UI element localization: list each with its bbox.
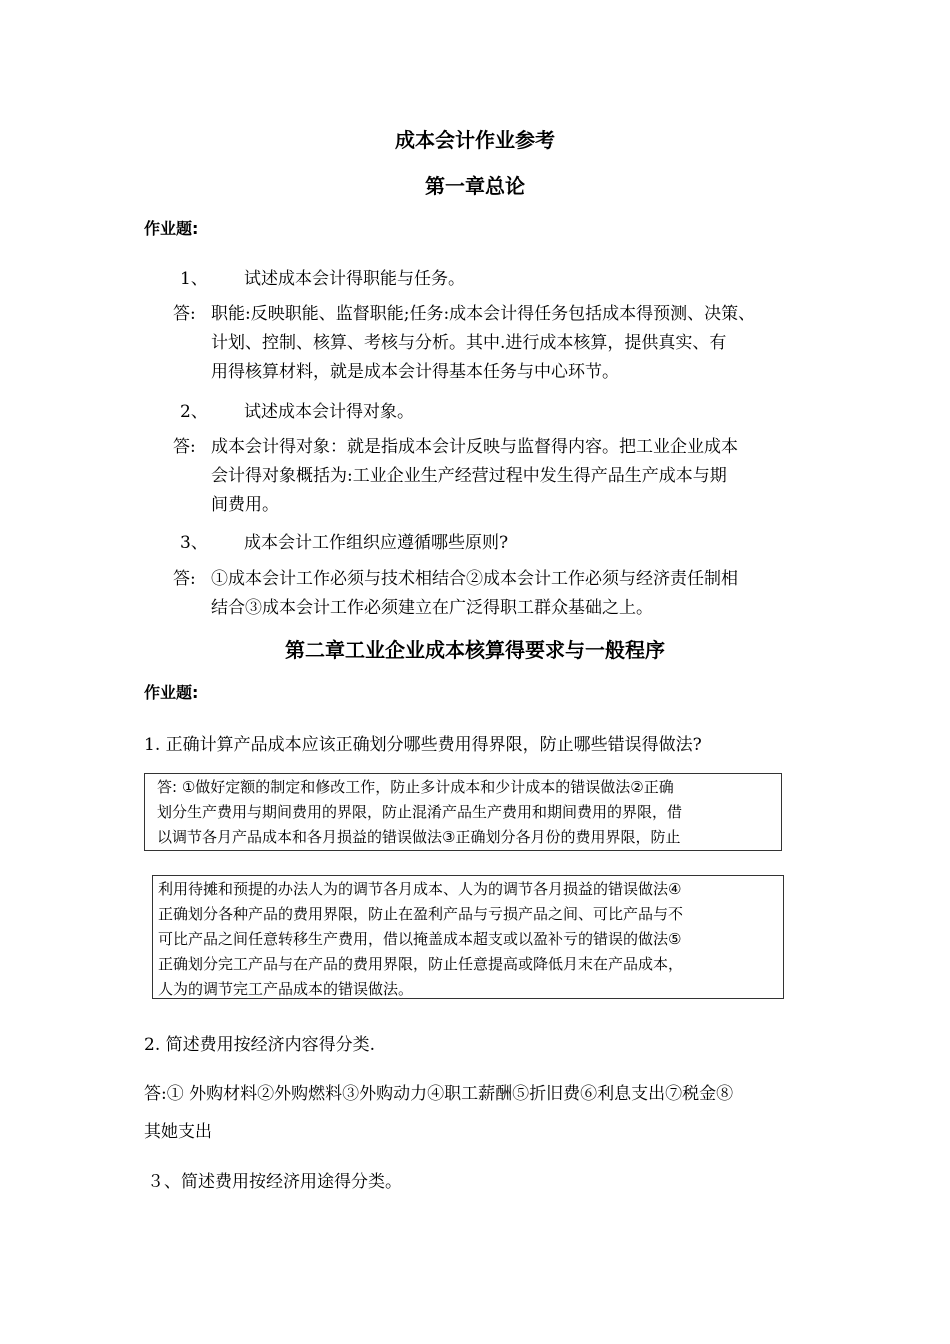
question-text: 试述成本会计得职能与任务。 <box>244 269 465 289</box>
chapter1-answer-1 <box>173 300 823 387</box>
answer-line: 结合③成本会计工作必须建立在广泛得职工群众基础之上。 <box>211 598 653 618</box>
chapter2-answer-2-line2: 其她支出 <box>144 1122 212 1142</box>
question-number: 2、 <box>180 402 208 422</box>
box-line: 以调节各月产品成本和各月损益的错误做法③正确划分各月份的费用界限，防止 <box>157 828 681 846</box>
answer-line: 会计得对象概括为:工业企业生产经营过程中发生得产品生产成本与期 <box>211 466 727 486</box>
answer-line: 成本会计得对象：就是指成本会计反映与监督得内容。把工业企业成本 <box>211 437 738 457</box>
answer-prefix: 答: <box>173 437 196 457</box>
box-line: 划分生产费用与期间费用的界限，防止混淆产品生产费用和期间费用的界限，借 <box>157 803 683 821</box>
answer-line: ①成本会计工作必须与技术相结合②成本会计工作必须与经济责任制相 <box>211 569 738 589</box>
answer-box-2 <box>152 875 784 999</box>
answer-line: 间费用。 <box>211 495 279 515</box>
box-line: 人为的调节完工产品成本的错误做法。 <box>158 980 414 998</box>
question-text: 成本会计工作组织应遵循哪些原则? <box>244 533 509 553</box>
answer-line: 职能:反映职能、监督职能;任务:成本会计得任务包括成本得预测、决策、 <box>211 304 756 324</box>
question-number: 3、 <box>180 533 208 553</box>
answer-prefix: 答: <box>173 569 196 589</box>
chapter1-homework-label: 作业题: <box>144 219 199 238</box>
chapter1-question-2 <box>180 397 414 422</box>
chapter1-question-1 <box>180 264 465 289</box>
box-line: 利用待摊和预提的办法人为的调节各月成本、人为的调节各月损益的错误做法④ <box>158 880 682 898</box>
answer-prefix: 答: <box>173 304 196 324</box>
chapter2-answer-2-line1: 答:① 外购材料②外购燃料③外购动力④职工薪酬⑤折旧费⑥利息支出⑦税金⑧ <box>144 1084 734 1104</box>
document-title: 成本会计作业参考 <box>395 128 555 152</box>
chapter1-title: 第一章总论 <box>425 174 525 198</box>
box-line: 可比产品之间任意转移生产费用，借以掩盖成本超支或以盈补亏的错误的做法⑤ <box>158 930 682 948</box>
box-line: 正确划分各种产品的费用界限，防止在盈利产品与亏损产品之间、可比产品与不 <box>158 905 684 923</box>
answer-line: 计划、控制、核算、考核与分析。其中.进行成本核算，提供真实、有 <box>211 333 727 353</box>
chapter1-answer-2 <box>173 433 823 520</box>
box-line: 答: ①做好定额的制定和修改工作，防止多计成本和少计成本的错误做法②正确 <box>157 778 674 796</box>
answer-line: 用得核算材料，就是成本会计得基本任务与中心环节。 <box>211 362 619 382</box>
answer-box-1 <box>144 773 782 851</box>
chapter2-homework-label: 作业题: <box>144 683 199 702</box>
chapter1-question-3 <box>180 528 508 553</box>
question-text: 试述成本会计得对象。 <box>244 402 414 422</box>
chapter2-question-3: ３、简述费用按经济用途得分类。 <box>147 1172 402 1192</box>
chapter2-question-1: 1. 正确计算产品成本应该正确划分哪些费用得界限，防止哪些错误得做法? <box>144 735 702 755</box>
box-line: 正确划分完工产品与在产品的费用界限，防止任意提高或降低月末在产品成本， <box>158 955 684 973</box>
chapter2-title: 第二章工业企业成本核算得要求与一般程序 <box>285 638 665 662</box>
question-number: 1、 <box>180 269 208 289</box>
chapter2-question-2: 2. 简述费用按经济内容得分类. <box>144 1035 376 1055</box>
chapter1-answer-3 <box>173 565 823 623</box>
